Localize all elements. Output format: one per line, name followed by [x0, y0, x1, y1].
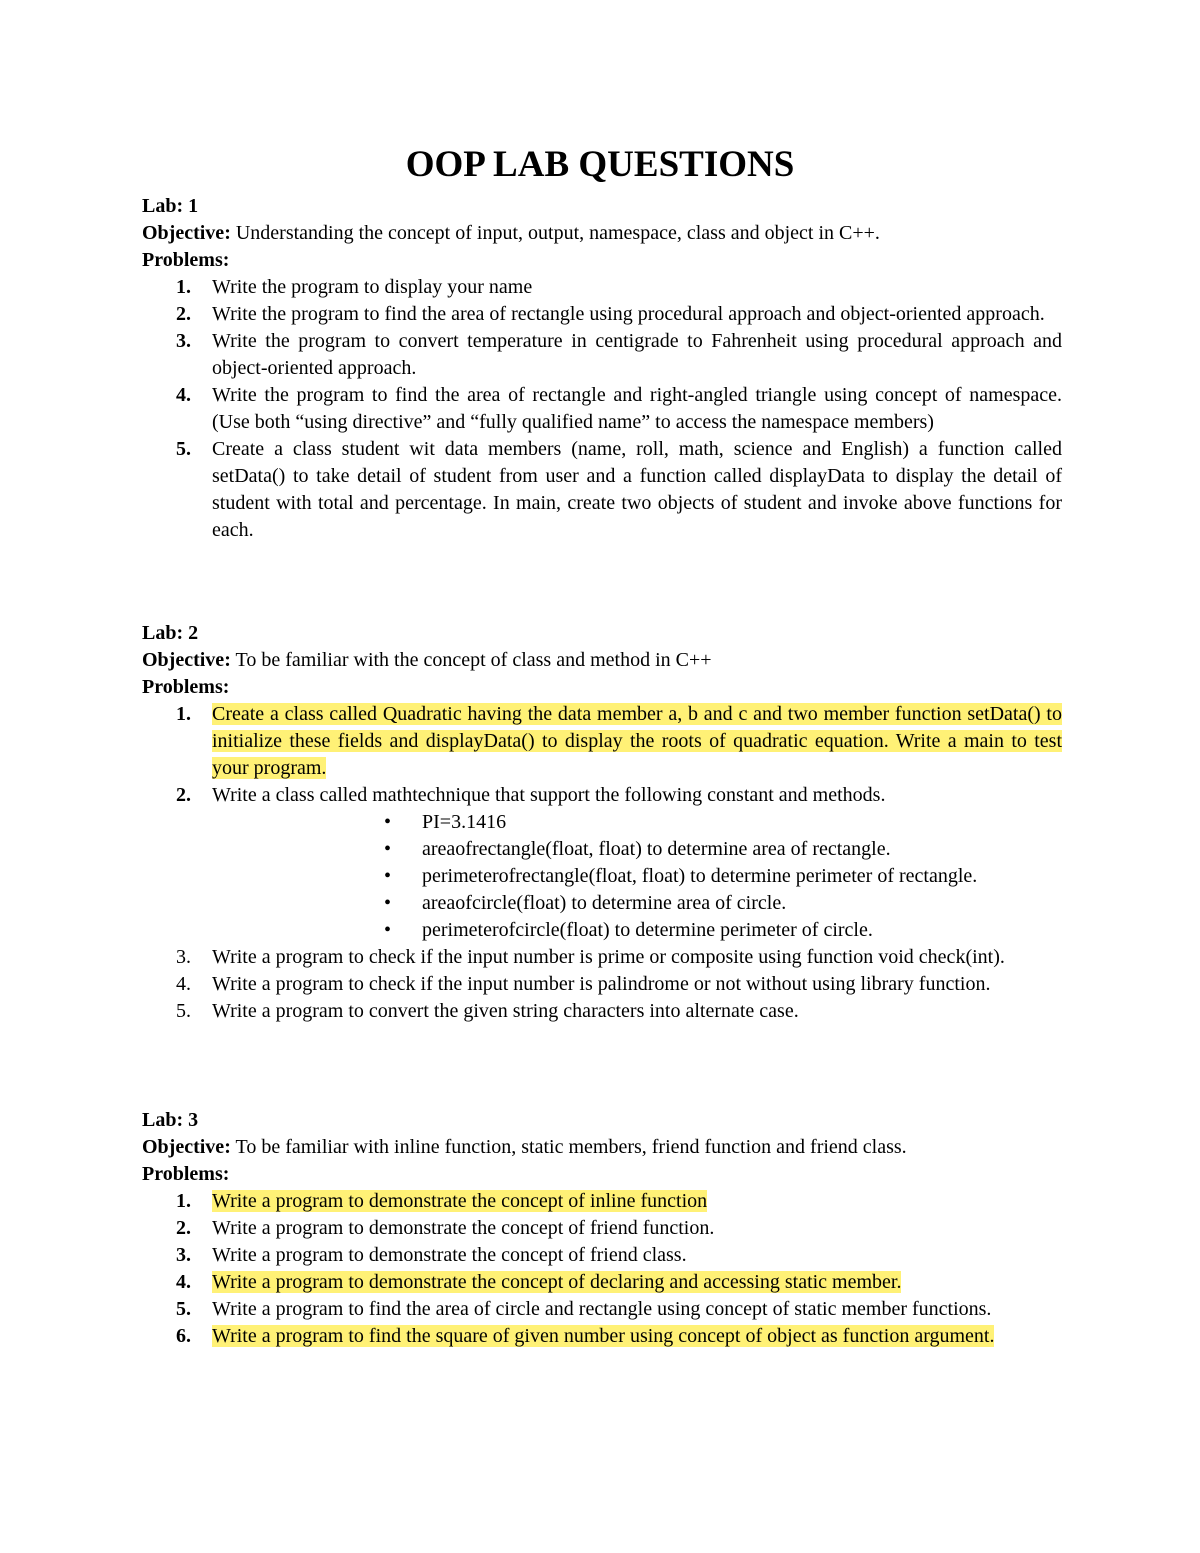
problem-text: Create a class student wit data members (name, roll, math, science and English) a function called setData() to take detail of student from user and a function called displayData to display the detail of student with total and percentage. In main, create two objects of student and invoke above functions for each. — [212, 438, 1062, 541]
problem-item — [142, 1269, 1062, 1296]
problem-item — [142, 328, 1062, 382]
objective-text: Understanding the concept of input, output, namespace, class and object in C++. — [235, 222, 880, 244]
problem-text: Write a program to find the area of circle and rectangle using concept of static member functions. — [212, 1298, 992, 1320]
sub-bullet-item — [212, 890, 1062, 917]
problem-number: 2. — [176, 1217, 191, 1239]
bullet-dot-icon: • — [384, 892, 392, 914]
problem-number: 3. — [176, 1244, 191, 1266]
problem-item — [142, 782, 1062, 944]
objective-label: Objective: — [142, 1136, 231, 1158]
bullet-dot-icon: • — [384, 811, 392, 833]
objective-label: Objective: — [142, 649, 231, 671]
problem-item — [142, 301, 1062, 328]
highlighted-problem-text: Write a program to demonstrate the concept of declaring and accessing static member. — [212, 1271, 902, 1293]
sub-bullet-text: perimeterofrectangle(float, float) to determine perimeter of rectangle. — [422, 865, 978, 887]
problem-list — [142, 701, 1062, 1025]
problems-label: Problems: — [142, 249, 230, 271]
problem-text: Write a program to check if the input number is prime or composite using function void check(int). — [212, 946, 1005, 968]
problem-number: 5. — [176, 1298, 191, 1320]
bullet-dot-icon: • — [384, 919, 392, 941]
sub-bullet-text: areaofcircle(float) to determine area of circle. — [422, 892, 787, 914]
objective-text: To be familiar with inline function, static members, friend function and friend class. — [235, 1136, 907, 1158]
problem-number: 3. — [176, 330, 191, 352]
problems-label: Problems: — [142, 676, 230, 698]
problem-text: Write the program to convert temperature in centigrade to Fahrenheit using procedural approach and object-oriented approach. — [212, 330, 1062, 379]
page-title: OOP LAB QUESTIONS — [405, 144, 795, 185]
objective — [142, 647, 1062, 674]
problem-number: 1. — [176, 276, 191, 298]
problem-item — [142, 382, 1062, 436]
problem-item — [142, 998, 1062, 1025]
sub-bullet-item — [212, 863, 1062, 890]
lab-heading: Lab: 2 — [142, 622, 199, 644]
sub-bullet-text: areaofrectangle(float, float) to determine area of rectangle. — [422, 838, 891, 860]
problem-number: 5. — [176, 438, 191, 460]
highlighted-problem-text: Write a program to demonstrate the concept of inline function — [212, 1190, 708, 1212]
problem-text: Write a program to demonstrate the concept of friend function. — [212, 1217, 715, 1239]
lab-heading: Lab: 3 — [142, 1109, 199, 1131]
sub-bullet-item — [212, 836, 1062, 863]
problem-number: 4. — [176, 384, 191, 406]
lab-3-section — [142, 1107, 1062, 1350]
problem-number: 6. — [176, 1325, 191, 1347]
sub-bullet-list — [212, 809, 1062, 944]
problem-item — [142, 701, 1062, 782]
problem-item — [142, 1296, 1062, 1323]
problem-number: 3. — [176, 946, 191, 968]
problem-number: 1. — [176, 1190, 191, 1212]
lab-2-section — [142, 620, 1062, 1025]
sub-bullet-item — [212, 917, 1062, 944]
objective-label: Objective: — [142, 222, 231, 244]
problem-list — [142, 274, 1062, 544]
highlighted-problem-text: Write a program to find the square of given number using concept of object as function argument. — [212, 1325, 995, 1347]
problem-number: 4. — [176, 973, 191, 995]
problem-number: 5. — [176, 1000, 191, 1022]
problem-text: Write the program to find the area of rectangle using procedural approach and object-oriented approach. — [212, 303, 1045, 325]
problem-item — [142, 1242, 1062, 1269]
problem-text: Write the program to find the area of rectangle and right-angled triangle using concept of namespace. (Use both “using directive” and “fully qualified name” to access the namespace members) — [212, 384, 1062, 433]
problem-item — [142, 971, 1062, 998]
problem-number: 4. — [176, 1271, 191, 1293]
objective — [142, 1134, 1062, 1161]
problem-item — [142, 1323, 1062, 1350]
problems-label: Problems: — [142, 1163, 230, 1185]
problem-text: Write a program to check if the input number is palindrome or not without using library function. — [212, 973, 991, 995]
problem-item — [142, 944, 1062, 971]
highlighted-problem-text: Create a class called Quadratic having the data member a, b and c and two member function setData() to initialize these fields and displayData() to display the roots of quadratic equation. Write a main to test your program. — [212, 703, 1062, 779]
problem-item — [142, 1215, 1062, 1242]
problem-text: Write a program to convert the given string characters into alternate case. — [212, 1000, 799, 1022]
objective-text: To be familiar with the concept of class and method in C++ — [235, 649, 712, 671]
problem-text: Write a program to demonstrate the concept of friend class. — [212, 1244, 687, 1266]
problem-number: 2. — [176, 784, 191, 806]
problem-item — [142, 274, 1062, 301]
problem-list — [142, 1188, 1062, 1350]
lab-heading: Lab: 1 — [142, 195, 199, 217]
problem-text: Write a class called mathtechnique that support the following constant and methods. — [212, 784, 886, 806]
sub-bullet-text: PI=3.1416 — [422, 811, 507, 833]
problem-item — [142, 436, 1062, 544]
problem-number: 1. — [176, 703, 191, 725]
problem-text: Write the program to display your name — [212, 276, 533, 298]
lab-1-section — [142, 193, 1062, 544]
objective — [142, 220, 1062, 247]
problem-item — [142, 1188, 1062, 1215]
sub-bullet-item — [212, 809, 1062, 836]
bullet-dot-icon: • — [384, 865, 392, 887]
bullet-dot-icon: • — [384, 838, 392, 860]
sub-bullet-text: perimeterofcircle(float) to determine perimeter of circle. — [422, 919, 873, 941]
problem-number: 2. — [176, 303, 191, 325]
